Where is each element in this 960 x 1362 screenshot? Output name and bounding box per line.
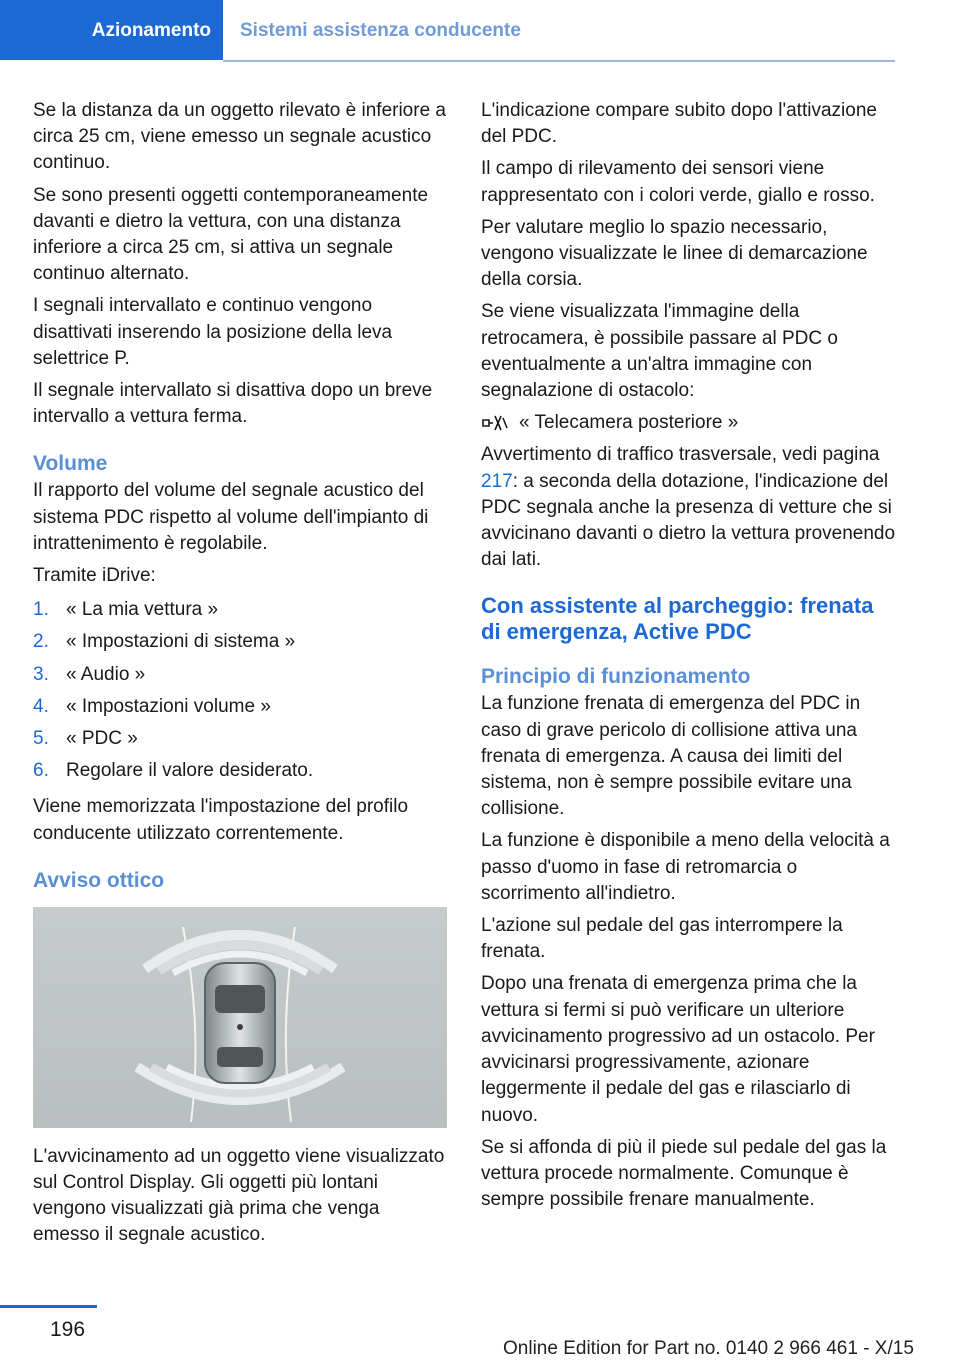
section-tab[interactable]: Azionamento [0,0,223,60]
list-item [33,597,449,629]
pdc-car-illustration [33,907,447,1128]
list-item [33,726,449,758]
footer-rule [0,1305,97,1308]
pdc-display-image [33,907,447,1128]
paragraph: La funzione è disponibile a meno della velocità a passo d'uomo in fase di retromarcia o scorrimento all'indietro. [481,830,890,904]
paragraph: Se viene visualizzata l'immagine della retrocamera, è possibile passare al PDC o eventualmente a un'altra immagine con segnalazione di ostacolo: [481,301,838,402]
paragraph: Il segnale intervallato si disattiva dopo un breve intervallo a vettura ferma. [33,380,433,428]
page-number: 196 [50,1318,86,1341]
list-item [33,694,449,726]
paragraph: L'indicazione compare subito dopo l'attivazione del PDC. [481,100,877,148]
step-text: « Audio » [66,663,146,685]
step-number: 4. [33,695,49,717]
list-item [33,758,449,790]
step-number: 3. [33,663,49,685]
step-number: 2. [33,631,49,653]
step-text: Regolare il valore desiderato. [66,760,314,782]
step-text: « PDC » [66,728,138,749]
step-text: « Impostazioni di sistema » [66,631,296,653]
edition-text: Online Edition for Part no. 0140 2 966 461 - X/15 [503,1338,914,1359]
paragraph: Se si affonda di più il piede sul pedale del gas la vettura procede normalmente. Comunque è sempre possibile frenare manualmente. [481,1136,887,1211]
step-number: 6. [33,760,49,782]
paragraph: Tramite iDrive: [33,565,156,587]
paragraph: Il campo di rilevamento dei sensori viene rappresentato con i colori verde, giallo e rosso. [481,158,875,206]
paragraph: Viene memorizzata l'impostazione del profilo conducente utilizzato correntemente. [33,796,409,844]
subsection-tab[interactable]: Sistemi assistenza conducente [240,20,521,41]
camera-item-label: « Telecamera posteriore » [519,412,739,434]
steps-list [33,597,449,790]
paragraph: Per valutare meglio lo spazio necessario, vengono visualizzate le linee di demarcazione della corsia. [481,216,868,291]
list-item [33,662,449,694]
step-number: 1. [33,599,49,621]
page-header [0,0,895,64]
right-column [481,98,897,1219]
paragraph: I segnali intervallato e continuo vengono disattivati inserendo la posizione della leva selettrice P. [33,295,393,369]
paragraph: L'avvicinamento ad un oggetto viene visualizzato sul Control Display. Gli oggetti più lontani vengono visualizzati già prima che venga emesso il segnale acustico. [33,1145,445,1246]
text: Avvertimento di traffico trasversale, vedi pagina [481,444,880,466]
page-link[interactable]: 217 [481,470,513,492]
left-column [33,98,449,1255]
avviso-heading: Avviso ottico [33,868,165,892]
principio-heading: Principio di funzionamento [481,665,751,689]
header-rule [223,60,895,62]
step-text: « Impostazioni volume » [66,695,271,717]
camera-menu-item [481,410,897,436]
step-text: « La mia vettura » [66,599,219,621]
paragraph [481,442,897,573]
paragraph: Se la distanza da un oggetto rilevato è inferiore a circa 25 cm, viene emesso un segnale acustico continuo. [33,100,446,174]
paragraph: La funzione frenata di emergenza del PDC in caso di grave pericolo di collisione attiva una frenata di emergenza. A causa dei limiti del sistema, non è sempre possibile evitare una collisione. [481,693,861,820]
step-number: 5. [33,728,49,749]
paragraph: Il rapporto del volume del segnale acustico del sistema PDC rispetto al volume dell'impianto di intrattenimento è regolabile. [33,480,429,554]
paragraph: Se sono presenti oggetti contemporaneamente davanti e dietro la vettura, con una distanza inferiore a circa 25 cm, si attiva un segnale continuo alternato. [33,184,429,285]
paragraph: L'azione sul pedale del gas interrompere la frenata. [481,915,843,963]
paragraph: Dopo una frenata di emergenza prima che la vettura si fermi si può verificare un ulteriore avvicinamento progressivo ad un ostacolo. Per avvicinarsi progressivamente, azionare leggermente il pedale del gas e rilasciarlo di nuovo. [481,973,875,1126]
section-heading: Con assistente al parcheggio: frenata di emergenza, Active PDC [481,593,874,645]
rear-camera-icon [481,412,509,434]
text: : a seconda della dotazione, l'indicazione del PDC segnala anche la presenza di vetture che si avvicinano davanti o dietro la vettura provenendo dai lati. [481,470,896,571]
volume-heading: Volume [33,452,108,476]
list-item [33,629,449,661]
